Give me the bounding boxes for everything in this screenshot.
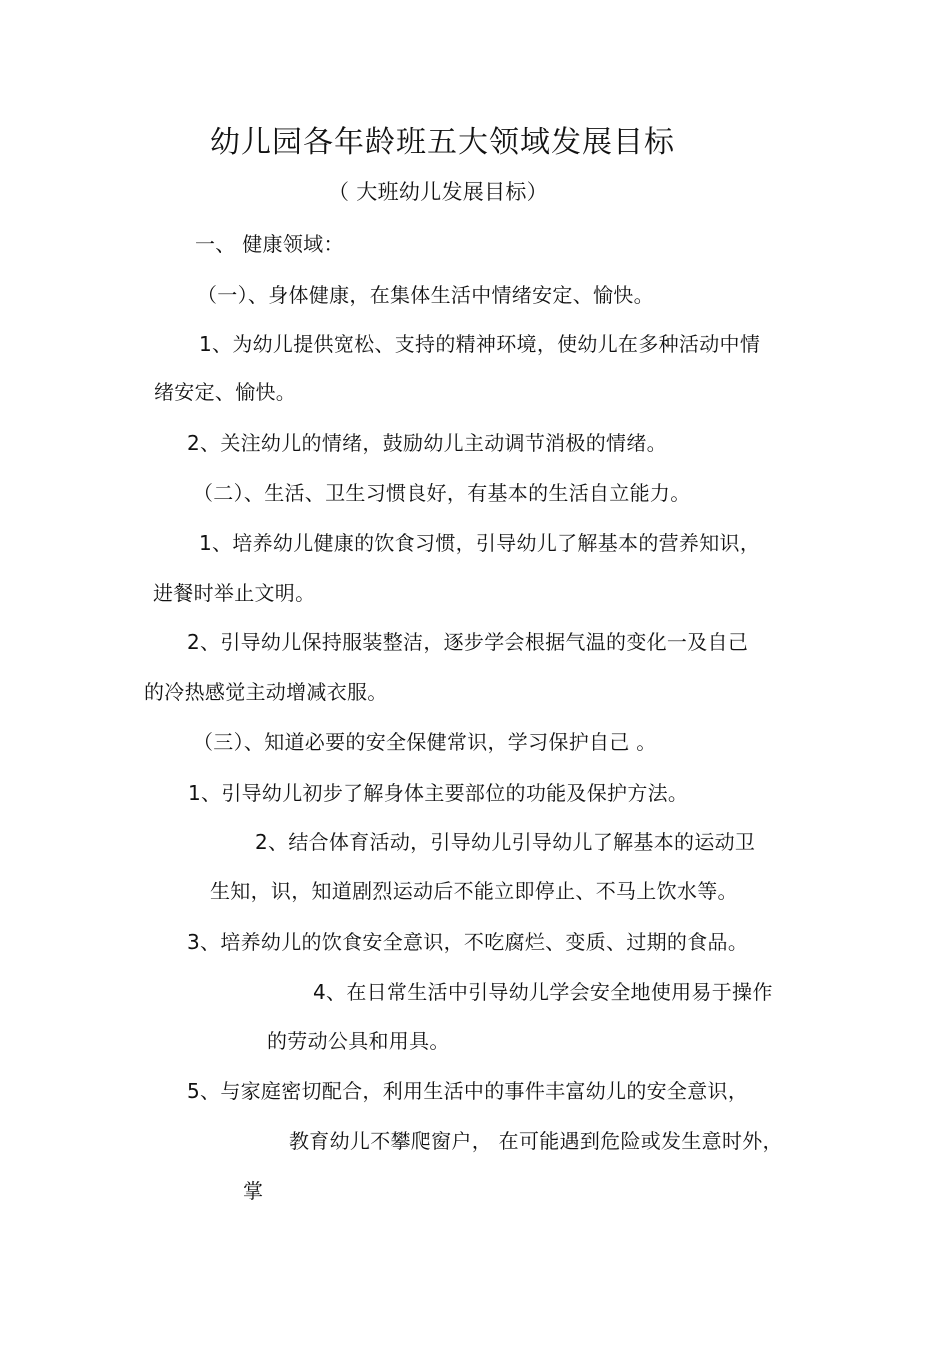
paragraph-line: 4、在日常生活中引导幼儿学会安全地使用易于操作 — [313, 980, 773, 1004]
subsection-heading-1: （一）、身体健康，在集体生活中情绪安定、愉快。 — [197, 283, 654, 307]
page-title: 幼儿园各年龄班五大领域发展目标 — [210, 125, 675, 160]
paragraph-line: 1、培养幼儿健康的饮食习惯，引导幼儿了解基本的营养知识， — [199, 531, 761, 555]
subsection-heading-3: （三）、知道必要的安全保健常识，学习保护自己 。 — [193, 730, 657, 754]
paragraph-line: 3、培养幼儿的饮食安全意识，不吃腐烂、变质、过期的食品。 — [187, 930, 749, 954]
section-heading-health: 一、 健康领域： — [195, 232, 344, 256]
paragraph-line: 绪安定、愉快。 — [154, 380, 297, 404]
paragraph-line: 2、引导幼儿保持服装整洁，逐步学会根据气温的变化一及自己 — [187, 630, 749, 654]
paragraph-line: 的劳动公具和用具。 — [267, 1029, 450, 1053]
paragraph-line: 的冷热感觉主动增减衣服。 — [144, 680, 388, 704]
paragraph-line: 1、引导幼儿初步了解身体主要部位的功能及保护方法。 — [188, 781, 689, 805]
paragraph-line: 2、结合体育活动，引导幼儿引导幼儿了解基本的运动卫 — [255, 830, 756, 854]
paragraph-line: 2、关注幼儿的情绪，鼓励幼儿主动调节消极的情绪。 — [187, 431, 667, 455]
paragraph-line: 1、为幼儿提供宽松、支持的精神环境，使幼儿在多种活动中情 — [199, 332, 761, 356]
subsection-heading-2: （二）、生活、卫生习惯良好，有基本的生活自立能力。 — [193, 481, 691, 505]
paragraph-line: 进餐时举止文明。 — [153, 581, 316, 605]
paragraph-line: 教育幼儿不攀爬窗户， 在可能遇到危险或发生意时外， — [289, 1129, 783, 1153]
paragraph-line: 生知，识，知道剧烈运动后不能立即停止、不马上饮水等。 — [210, 879, 738, 903]
page-subtitle: （ 大班幼儿发展目标） — [328, 180, 548, 204]
paragraph-line: 掌 — [243, 1179, 264, 1203]
paragraph-line: 5、与家庭密切配合，利用生活中的事件丰富幼儿的安全意识， — [187, 1079, 749, 1103]
